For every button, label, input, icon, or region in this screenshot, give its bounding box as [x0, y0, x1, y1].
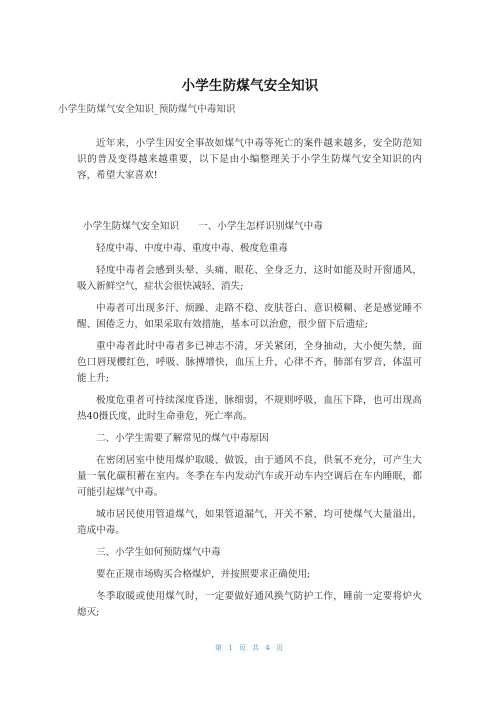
paragraph: 轻度中毒者会感到头晕、头痛、眼花、全身乏力，这时如能及时开窗通风，吸入新鲜空气，症状会很快减轻、消失;: [77, 265, 422, 292]
paragraph: 冬季取暖或使用煤气时，一定要做好通风换气防护工作，睡前一定要将炉火熄灭;: [77, 591, 422, 618]
section-heading-2: 二、小学生需要了解常见的煤气中毒原因: [96, 433, 269, 444]
paragraph: 在密闭居室中使用煤炉取暖、做饭，由于通风不良，供氧不充分，可产生大量一氧化碳积蓄在室内。冬季在车内发动汽车或开动车内空调后在车内睡眠，都可能引起煤气中毒。: [77, 455, 422, 498]
paragraph: 中毒者可出现多汗、烦躁、走路不稳、皮肤苍白、意识模糊、老是感觉睡不醒、困倦乏力，如果采取有效措施，基本可以治愈，很少留下后遗症;: [77, 303, 422, 330]
paragraph: 重中毒者此时中毒者多已神志不清，牙关紧闭，全身抽动，大小便失禁，面色口唇现樱红色，呼吸、脉搏增快，血压上升，心律不齐，肺部有罗音，体温可能上升;: [77, 341, 422, 384]
document-subtitle: 小学生防煤气安全知识_预防煤气中毒知识: [58, 104, 236, 115]
intro-block: [77, 136, 422, 184]
intro-paragraph: 近年来，小学生因安全事故如煤气中毒等死亡的案件越来越多，安全防范知识的普及变得越来越重要，以下是由小编整理关于小学生防煤气安全知识的内容，希望大家喜欢!: [77, 138, 422, 181]
paragraph: 极度危重者可持续深度昏迷，脉细弱，不规则呼吸，血压下降，也可出现高热40摄氏度，此时生命垂危，死亡率高。: [77, 395, 422, 422]
paragraph: 轻度中毒、中度中毒、重度中毒、极度危重毒: [96, 243, 288, 254]
main-content: [77, 219, 422, 627]
paragraph: 要在正规市场购买合格煤炉，并按照要求正确使用;: [96, 569, 311, 580]
section-heading-1: 小学生防煤气安全知识 一、小学生怎样识别煤气中毒: [83, 221, 323, 232]
page-number-footer: 第 1 页 共 4 页: [214, 644, 286, 652]
document-title: 小学生防煤气安全知识: [181, 78, 319, 94]
section-heading-3: 三、小学生如何预防煤气中毒: [96, 547, 221, 558]
paragraph: 城市居民使用管道煤气，如果管道漏气，开关不紧，均可使煤气大量溢出，造成中毒。: [77, 509, 422, 536]
